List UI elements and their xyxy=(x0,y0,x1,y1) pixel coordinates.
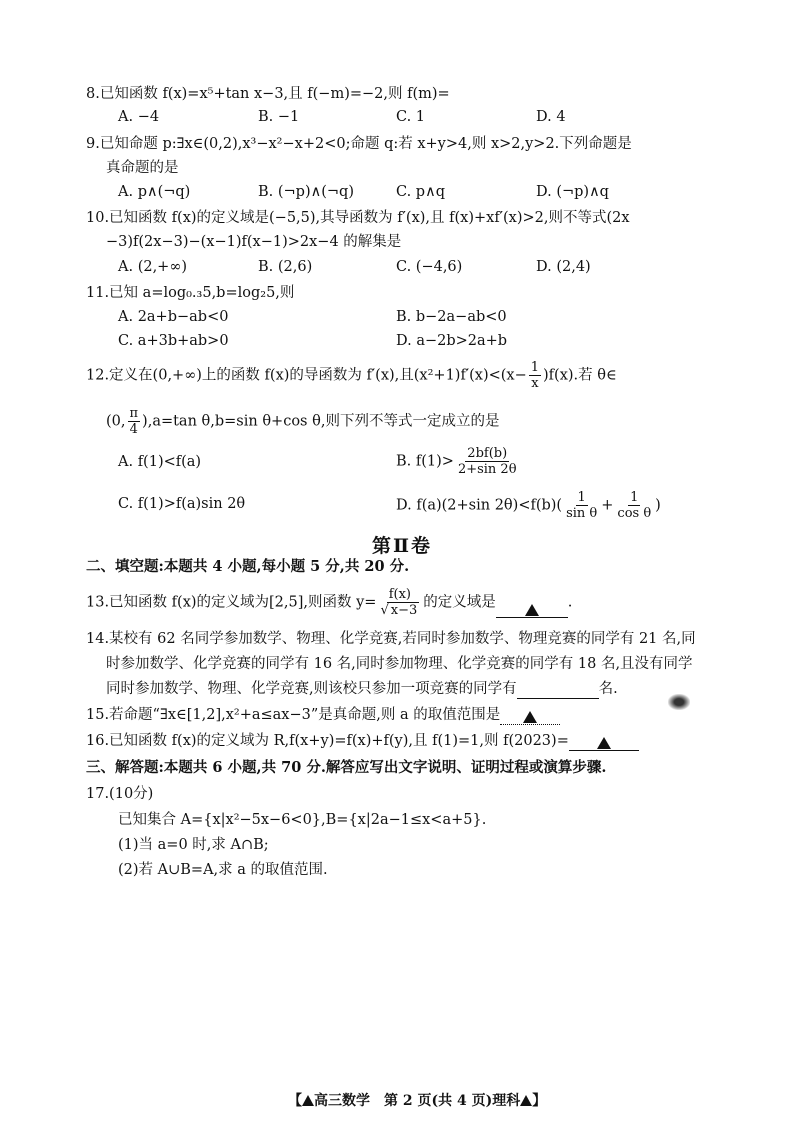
q9-option-a: A. p∧(¬q) xyxy=(118,184,191,200)
q12-optd-b: ) xyxy=(655,497,661,514)
q13-line xyxy=(86,587,572,618)
q14-line3-a: 同时参加数学、物理、化学竞赛,则该校只参加一项竞赛的同学有 xyxy=(106,681,517,697)
q15-line xyxy=(86,705,560,725)
q13-c: . xyxy=(567,594,573,611)
q17-line2: (1)当 a=0 时,求 A∩B; xyxy=(118,837,269,853)
q12-optd-plus: + xyxy=(601,497,614,514)
footer-text: 高三数学 第 2 页(共 4 页)理科 xyxy=(314,1093,521,1109)
q8-stem: 8.已知函数 f(x)=x⁵+tan x−3,且 f(−m)=−2,则 f(m)= xyxy=(86,86,450,102)
q10-stem-line2: −3)f(2x−3)−(x−1)f(x−1)>2x−4 的解集是 xyxy=(106,234,402,250)
part2-title: 第Ⅱ卷 xyxy=(372,535,433,557)
q9-stem-line2: 真命题的是 xyxy=(106,160,179,176)
q12-optb-a: B. f(1)> xyxy=(396,453,454,470)
q11-stem: 11.已知 a=log₀.₃5,b=log₂5,则 xyxy=(86,285,295,301)
q11-option-b: B. b−2a−ab<0 xyxy=(396,309,507,325)
q12-option-a: A. f(1)<f(a) xyxy=(118,454,202,470)
q12-option-d xyxy=(396,490,661,521)
q10-option-b: B. (2,6) xyxy=(258,259,313,275)
q13-fraction xyxy=(378,587,421,618)
q15-triangle-icon xyxy=(523,711,537,723)
q11-option-a: A. 2a+b−ab<0 xyxy=(118,309,229,325)
q9-option-d: D. (¬p)∧q xyxy=(536,184,609,200)
q13-answer-blank xyxy=(496,601,568,618)
q12-line2-fraction xyxy=(128,406,141,437)
q12-optb-fraction xyxy=(456,446,519,477)
footer-triangle-icon-right xyxy=(520,1095,532,1106)
q12-optd-a: D. f(a)(2+sin 2θ)<f(b)( xyxy=(396,497,563,514)
q12-fraction xyxy=(529,360,541,391)
q12-optb-num: 2bf(b) xyxy=(467,446,508,461)
q8-option-c: C. 1 xyxy=(396,109,426,125)
q12-option-b xyxy=(396,446,521,477)
q12-optd-num1: 1 xyxy=(577,490,586,505)
q8-option-b: B. −1 xyxy=(258,109,300,125)
q16-answer-blank xyxy=(569,734,639,751)
q12-line2-frac-den: 4 xyxy=(129,422,138,437)
q14-line3 xyxy=(106,679,618,699)
q13-triangle-icon xyxy=(525,604,539,616)
q12-line2-frac-num: π xyxy=(129,406,139,421)
q9-option-c: C. p∧q xyxy=(396,184,445,200)
q13-a: 13.已知函数 f(x)的定义域为[2,5],则函数 y= xyxy=(86,594,377,611)
q10-option-c: C. (−4,6) xyxy=(396,259,463,275)
q12-optd-den2: cos θ xyxy=(617,506,652,521)
q12-optd-fraction2 xyxy=(615,490,653,521)
footer-right-bracket: 】 xyxy=(532,1093,547,1109)
q12-line2-b: ),a=tan θ,b=sin θ+cos θ,则下列不等式一定成立的是 xyxy=(142,413,500,430)
q12-stem-line2 xyxy=(106,406,499,437)
q12-line2-a: (0, xyxy=(106,413,126,430)
q14-line1: 14.某校有 62 名同学参加数学、物理、化学竞赛,若同时参加数学、物理竞赛的同学有 21 名,同 xyxy=(86,631,696,647)
q16-a: 16.已知函数 f(x)的定义域为 R,f(x+y)=f(x)+f(y),且 f(1)=1,则 f(2023)= xyxy=(86,733,569,749)
q12-optd-den1: sin θ xyxy=(566,506,598,521)
q12-stem-b: )f(x).若 θ∈ xyxy=(543,367,617,384)
q12-frac-num: 1 xyxy=(530,360,540,375)
q10-stem-line1: 10.已知函数 f(x)的定义域是(−5,5),其导函数为 f′(x),且 f(x)+xf′(x)>2,则不等式(2x xyxy=(86,210,630,226)
q12-optd-num2: 1 xyxy=(630,490,639,505)
q8-option-a: A. −4 xyxy=(118,109,160,125)
q17-line3: (2)若 A∪B=A,求 a 的取值范围. xyxy=(118,862,328,878)
q14-answer-blank xyxy=(517,682,599,699)
q14-line2: 时参加数学、化学竞赛的同学有 16 名,同时参加物理、化学竞赛的同学有 18 名,且没有同学 xyxy=(106,656,693,672)
footer-left-bracket: 【 xyxy=(288,1093,302,1109)
q11-option-d: D. a−2b>2a+b xyxy=(396,333,508,349)
q10-option-a: A. (2,+∞) xyxy=(118,259,188,275)
q9-option-b: B. (¬p)∧(¬q) xyxy=(258,184,354,200)
q12-stem-line1 xyxy=(86,360,617,391)
q12-optb-den: 2+sin 2θ xyxy=(457,462,517,477)
q13-num: f(x) xyxy=(388,587,412,602)
page-footer xyxy=(288,1090,546,1110)
footer-triangle-icon-left xyxy=(302,1095,314,1106)
section3-heading: 三、解答题:本题共 6 小题,共 70 分.解答应写出文字说明、证明过程或演算步骤. xyxy=(86,759,607,776)
q17-line1: 已知集合 A={x|x²−5x−6<0},B={x|2a−1≤x<a+5}. xyxy=(118,812,487,828)
q14-line3-b: 名. xyxy=(598,681,618,697)
q8-option-d: D. 4 xyxy=(536,109,566,125)
q13-den: √ x−3 xyxy=(380,603,418,618)
q16-triangle-icon xyxy=(597,737,611,749)
ink-smudge xyxy=(668,694,690,710)
q10-option-d: D. (2,4) xyxy=(536,259,591,275)
q12-frac-den: x xyxy=(531,376,539,391)
q9-stem-line1: 9.已知命题 p:∃x∈(0,2),x³−x²−x+2<0;命题 q:若 x+y>4,则 x>2,y>2.下列命题是 xyxy=(86,136,632,152)
q15-a: 15.若命题“∃x∈[1,2],x²+a≤ax−3”是真命题,则 a 的取值范围是 xyxy=(86,707,501,723)
q16-line xyxy=(86,731,639,751)
q15-answer-blank xyxy=(500,708,560,725)
q11-option-c: C. a+3b+ab>0 xyxy=(118,333,229,349)
q13-den-radicand: x−3 xyxy=(390,603,418,618)
q12-option-c: C. f(1)>f(a)sin 2θ xyxy=(118,496,246,512)
section2-heading: 二、填空题:本题共 4 小题,每小题 5 分,共 20 分. xyxy=(86,558,410,575)
q13-b: 的定义域是 xyxy=(423,594,496,611)
q12-stem-a: 12.定义在(0,+∞)上的函数 f(x)的导函数为 f′(x),且(x²+1)f′(x)<(x− xyxy=(86,367,527,384)
q17-head: 17.(10分) xyxy=(86,786,154,802)
q12-optd-fraction1 xyxy=(564,490,599,521)
